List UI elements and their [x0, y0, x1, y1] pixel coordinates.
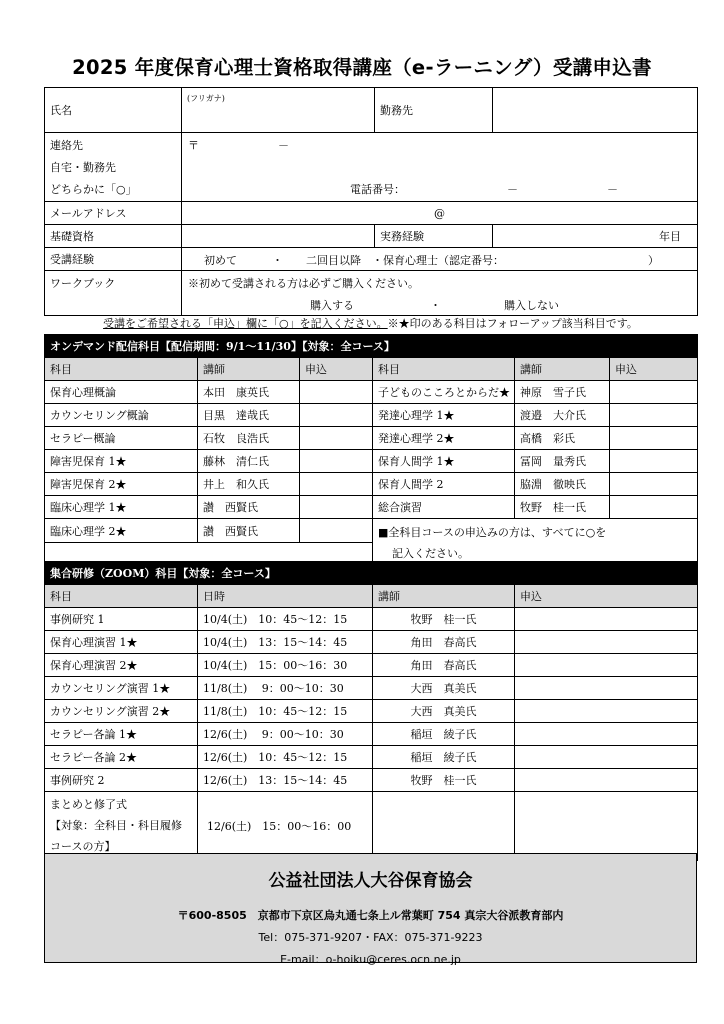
final-line-1: まとめと修了式: [50, 798, 127, 811]
table-row: [45, 746, 698, 769]
teacher: 牧野 桂一氏: [373, 769, 515, 792]
datetime: 10/4(土) 15：00～16：30: [198, 654, 373, 677]
table-row: [45, 677, 698, 700]
contact-label-line-2: 自宅・勤務先: [50, 161, 116, 174]
apply-cell[interactable]: [515, 700, 698, 723]
apply-cell[interactable]: [300, 519, 373, 543]
datetime: 12/6(土) 10：45～12：15: [198, 746, 373, 769]
subject: 発達心理学 2★: [373, 427, 515, 450]
subject: セラピー各論 1★: [45, 723, 198, 746]
subject: 障害児保育 2★: [45, 473, 198, 496]
phone-dash-2: －: [607, 183, 618, 196]
footer: [44, 853, 697, 966]
datetime: 10/4(土) 13：15～14：45: [198, 631, 373, 654]
subject: セラピー概論: [45, 427, 198, 450]
phone-dash-1: －: [507, 183, 518, 196]
apply-cell[interactable]: [610, 381, 698, 404]
table-row: [45, 427, 698, 450]
subject: 子どものこころとからだ★: [373, 381, 515, 404]
teacher: 讃 西賢氏: [198, 496, 300, 519]
org-tel-fax: Tel：075-371-9207・FAX：075-371-9223: [258, 931, 483, 944]
ondemand-table: [44, 334, 698, 565]
all-note-line-2: 記入ください。: [392, 547, 469, 560]
table-row: [45, 654, 698, 677]
final-subject: [45, 792, 198, 861]
datetime: 11/8(土) 9：00～10：30: [198, 677, 373, 700]
apply-cell[interactable]: [515, 608, 698, 631]
subject: カウンセリング概論: [45, 404, 198, 427]
table-row: [45, 631, 698, 654]
subject: セラピー各論 2★: [45, 746, 198, 769]
final-line-2: 【対象：全科目・科目履修: [50, 819, 182, 832]
apply-cell[interactable]: [610, 404, 698, 427]
teacher: 脇淵 徹映氏: [515, 473, 610, 496]
subject: 事例研究 2: [45, 769, 198, 792]
ondemand-col-apply-2: 申込: [610, 358, 698, 381]
subject: カウンセリング演習 2★: [45, 700, 198, 723]
datetime: 11/8(土) 10：45～12：15: [198, 700, 373, 723]
contact-field[interactable]: [182, 133, 698, 202]
applicant-info-table: [44, 87, 698, 316]
teacher: 大西 真美氏: [373, 700, 515, 723]
table-row: [45, 723, 698, 746]
teacher: 高橋 彩氏: [515, 427, 610, 450]
email-at: @: [434, 206, 445, 220]
postal-dash: －: [278, 139, 289, 152]
apply-cell[interactable]: [300, 450, 373, 473]
subject: 保育心理演習 1★: [45, 631, 198, 654]
apply-cell[interactable]: [300, 427, 373, 450]
teacher: 藤林 清仁氏: [198, 450, 300, 473]
datetime: 12/6(土) 13：15～14：45: [198, 769, 373, 792]
name-label: 氏名: [45, 88, 182, 133]
page-title: 2025 年度保育心理士資格取得講座（e-ラーニング）受講申込書: [72, 56, 652, 79]
email-field[interactable]: [182, 202, 698, 225]
all-note-line-1: ■全科目コースの申込みの方は、すべてに○を: [378, 526, 607, 539]
apply-cell[interactable]: [515, 654, 698, 677]
final-teacher: [373, 792, 515, 861]
furigana-label: (フリガナ): [187, 94, 225, 103]
subject: 保育心理概論: [45, 381, 198, 404]
history-sep: ・: [272, 254, 283, 267]
apply-cell[interactable]: [300, 496, 373, 519]
apply-cell[interactable]: [515, 631, 698, 654]
ondemand-col-teacher: 講師: [198, 358, 300, 381]
apply-cell[interactable]: [515, 746, 698, 769]
table-row: [45, 473, 698, 496]
ondemand-col-subject: 科目: [45, 358, 198, 381]
table-row: [45, 700, 698, 723]
apply-cell[interactable]: [515, 723, 698, 746]
history-label: 受講経験: [45, 248, 182, 271]
teacher: 讃 西賢氏: [198, 519, 300, 543]
notice: [44, 315, 697, 331]
apply-cell[interactable]: [610, 427, 698, 450]
zoom-col-subject: 科目: [45, 585, 198, 608]
subject: 保育人間学 2: [373, 473, 515, 496]
experience-label: 実務経験: [375, 225, 493, 248]
datetime: 10/4(土) 10：45～12：15: [198, 608, 373, 631]
teacher: 牧野 桂一氏: [373, 608, 515, 631]
subject: 保育人間学 1★: [373, 450, 515, 473]
teacher: 大西 真美氏: [373, 677, 515, 700]
final-line-3: コースの方】: [50, 840, 116, 853]
workplace-label: 勤務先: [375, 88, 493, 133]
name-field[interactable]: [182, 88, 375, 133]
workplace-field[interactable]: [493, 88, 698, 133]
workbook-sep: ・: [430, 299, 441, 312]
teacher: 石牧 良浩氏: [198, 427, 300, 450]
phone-label: 電話番号：: [350, 183, 405, 196]
ondemand-col-apply: 申込: [300, 358, 373, 381]
table-row: [45, 381, 698, 404]
experience-field[interactable]: [493, 225, 698, 248]
subject: 発達心理学 1★: [373, 404, 515, 427]
org-address: 〒600-8505 京都市下京区烏丸通七条上ル常葉町 754 真宗大谷派教育部内: [177, 909, 564, 922]
history-first: 初めて: [204, 254, 237, 267]
teacher: 角田 春高氏: [373, 631, 515, 654]
ondemand-col-subject-2: 科目: [373, 358, 515, 381]
subject: 臨床心理学 1★: [45, 496, 198, 519]
workbook-buy[interactable]: 購入する: [310, 299, 354, 312]
teacher: 本田 康英氏: [198, 381, 300, 404]
apply-cell[interactable]: [610, 450, 698, 473]
teacher: 角田 春高氏: [373, 654, 515, 677]
workbook-label: ワークブック: [45, 271, 182, 316]
table-row: [45, 608, 698, 631]
zoom-header: 集合研修（ZOOM）科目【対象：全コース】: [45, 562, 698, 585]
table-row: [45, 792, 698, 861]
teacher: 神原 雪子氏: [515, 381, 610, 404]
teacher: 牧野 桂一氏: [515, 496, 610, 519]
apply-cell[interactable]: [300, 404, 373, 427]
workbook-field[interactable]: [182, 271, 698, 316]
qualification-label: 基礎資格: [45, 225, 182, 248]
subject: 障害児保育 1★: [45, 450, 198, 473]
apply-cell[interactable]: [300, 473, 373, 496]
workbook-note: ※初めて受講される方は必ずご購入ください。: [188, 277, 419, 290]
subject: 総合演習: [373, 496, 515, 519]
zoom-table: [44, 561, 698, 861]
qualification-field[interactable]: [182, 225, 375, 248]
teacher: 稲垣 綾子氏: [373, 746, 515, 769]
final-datetime: 12/6(土) 15：00～16：00: [198, 792, 373, 861]
history-close: ）: [648, 254, 659, 267]
teacher: 井上 和久氏: [198, 473, 300, 496]
subject: 事例研究 1: [45, 608, 198, 631]
all-courses-note: [373, 519, 698, 565]
zoom-col-datetime: 日時: [198, 585, 373, 608]
zoom-col-apply: 申込: [515, 585, 698, 608]
apply-cell[interactable]: [515, 792, 698, 861]
org-email: E-mail：o-hoiku@ceres.ocn.ne.jp: [280, 953, 461, 966]
zoom-col-teacher: 講師: [373, 585, 515, 608]
workbook-nobuy[interactable]: 購入しない: [504, 299, 559, 312]
notice-rest: ※★印のある科目はフォローアップ該当科目です。: [387, 317, 638, 330]
apply-cell[interactable]: [515, 677, 698, 700]
org-name: 公益社団法人大谷保育協会: [268, 871, 473, 891]
datetime: 12/6(土) 9：00～10：30: [198, 723, 373, 746]
apply-cell[interactable]: [610, 473, 698, 496]
contact-label: [45, 133, 182, 202]
subject: 保育心理演習 2★: [45, 654, 198, 677]
table-row: [45, 450, 698, 473]
ondemand-header: オンデマンド配信科目【配信期間：9/1～11/30】【対象：全コース】: [45, 335, 698, 358]
subject: 臨床心理学 2★: [45, 519, 198, 543]
apply-cell[interactable]: [515, 769, 698, 792]
teacher: 稲垣 綾子氏: [373, 723, 515, 746]
teacher: 冨岡 量秀氏: [515, 450, 610, 473]
apply-cell[interactable]: [300, 381, 373, 404]
history-second: 二回目以降 ・保育心理士（認定番号：: [306, 254, 504, 267]
experience-unit: 年目: [659, 230, 681, 243]
table-row: [45, 769, 698, 792]
apply-cell[interactable]: [610, 496, 698, 519]
contact-label-line-3: どちらかに「○」: [50, 183, 137, 196]
teacher: 目黒 達哉氏: [198, 404, 300, 427]
notice-underlined: 受講をご希望される「申込」欄に「○」を記入ください。: [103, 317, 388, 330]
contact-label-line-1: 連絡先: [50, 139, 83, 152]
history-field[interactable]: [182, 248, 698, 271]
table-row: [45, 519, 698, 543]
postal-mark: 〒: [188, 139, 199, 152]
teacher: 渡邉 大介氏: [515, 404, 610, 427]
table-row: [45, 496, 698, 519]
email-label: メールアドレス: [45, 202, 182, 225]
table-row: [45, 404, 698, 427]
ondemand-col-teacher-2: 講師: [515, 358, 610, 381]
subject: カウンセリング演習 1★: [45, 677, 198, 700]
